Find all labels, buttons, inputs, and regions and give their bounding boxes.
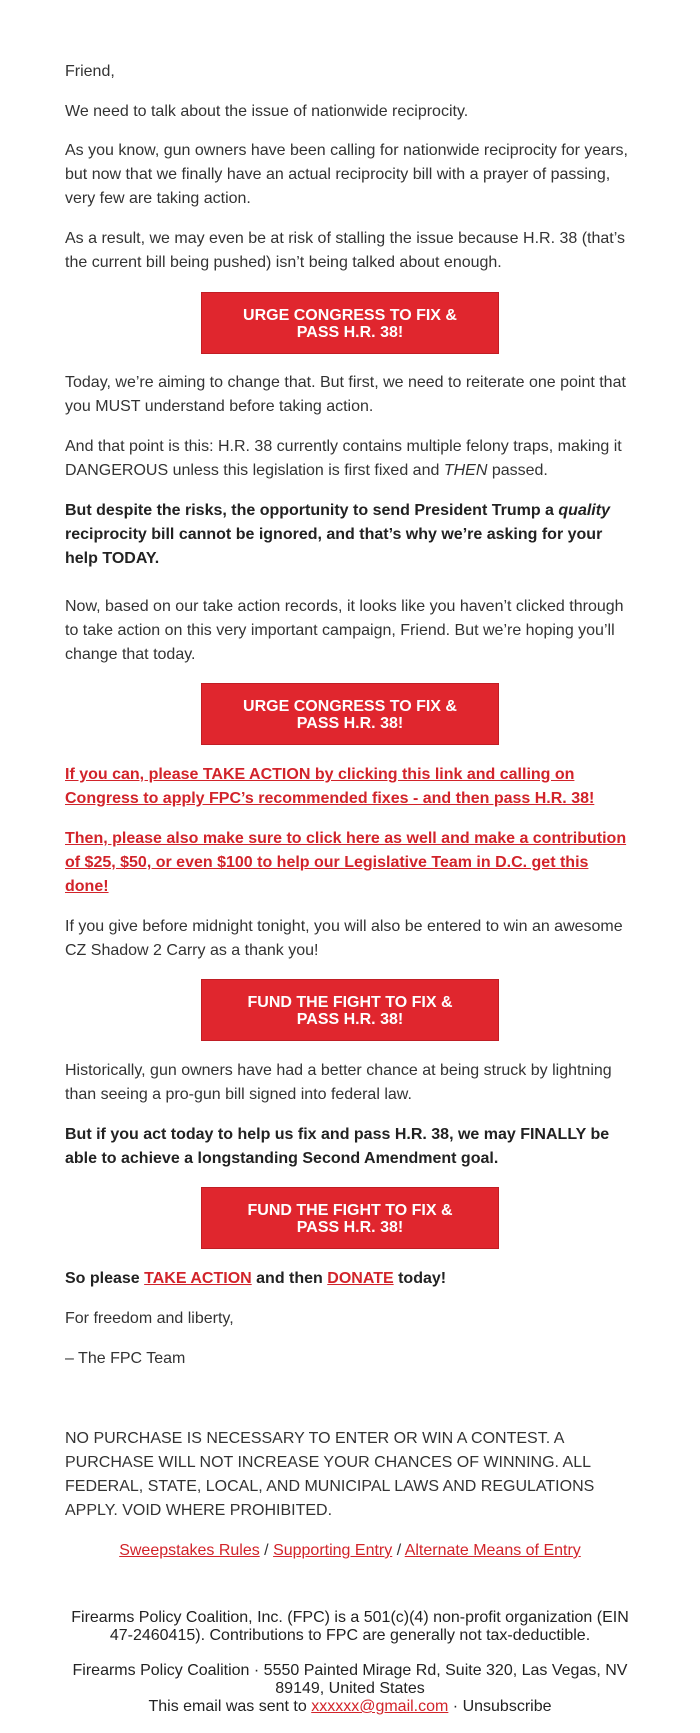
paragraph-records: Now, based on our take action records, it looks like you haven’t clicked through to take action on this very important campaign, Friend. But we’re hoping you’ll change that today. — [65, 598, 624, 663]
sent-prefix: This email was sent to — [148, 1698, 312, 1715]
supporting-entry-link[interactable]: Supporting Entry — [273, 1542, 393, 1559]
contribute-link-paragraph — [65, 827, 635, 899]
link-separator: / — [392, 1542, 405, 1559]
paragraph-act-today: But if you act today to help us fix and pass H.R. 38, we may FINALLY be able to achieve a longstanding Second Amendment goal. — [65, 1126, 610, 1167]
fund-fight-button-1[interactable] — [201, 979, 499, 1041]
urge-congress-button-2[interactable] — [201, 683, 499, 745]
urge-button-line2: PASS H.R. 38! — [296, 715, 404, 732]
p5-text-b: passed. — [487, 462, 548, 479]
cta-wrap-1 — [65, 292, 635, 354]
alternate-entry-link[interactable]: Alternate Means of Entry — [404, 1542, 581, 1559]
p6-text-a: But despite the risks, the opportunity to send President Trump a — [65, 502, 559, 519]
closing-call — [65, 1267, 635, 1291]
link-separator: / — [259, 1542, 274, 1559]
closing-suffix: today! — [393, 1270, 447, 1287]
cta-wrap-3 — [65, 979, 635, 1041]
p5-text-a: And that point is this: H.R. 38 currently contains multiple felony traps, making it DANGEROUS unless this legislation is first fixed and — [65, 438, 622, 479]
urge-congress-button-1[interactable] — [201, 292, 499, 354]
org-info: Firearms Policy Coalition, Inc. (FPC) is a 501(c)(4) non-profit organization (EIN 47-2460415). Contributions to FPC are generally not tax-deductible. — [71, 1609, 629, 1644]
paragraph-reciprocity: As you know, gun owners have been calling for nationwide reciprocity for years, but now that we finally have an actual reciprocity bill with a prayer of passing, very few are taking action. — [65, 142, 628, 207]
urge-button-line1: URGE CONGRESS TO FIX & — [243, 307, 457, 324]
fund-button-line1: FUND THE FIGHT TO FIX & — [247, 994, 453, 1011]
paragraph-aim: Today, we’re aiming to change that. But first, we need to reiterate one point that you MUST understand before taking action. — [65, 374, 626, 415]
recipient-email-link[interactable]: xxxxxx@gmail.com — [311, 1698, 449, 1715]
signoff: For freedom and liberty, — [65, 1310, 234, 1327]
take-action-link[interactable]: If you can, please TAKE ACTION by clicking this link and calling on Congress to apply FPC’s recommended fixes - and then pass H.R. 38! — [65, 766, 595, 807]
cta-wrap-4 — [65, 1187, 635, 1249]
urge-button-line1: URGE CONGRESS TO FIX & — [243, 698, 457, 715]
closing-prefix: So please — [65, 1270, 145, 1287]
closing-take-action-link[interactable]: TAKE ACTION — [144, 1270, 252, 1287]
sent-separator: · — [448, 1698, 463, 1715]
urge-button-line2: PASS H.R. 38! — [296, 324, 404, 341]
sweepstakes-rules-link[interactable]: Sweepstakes Rules — [119, 1542, 260, 1559]
fund-button-line2: PASS H.R. 38! — [296, 1011, 404, 1028]
paragraph-giveaway: If you give before midnight tonight, you will also be entered to win an awesome CZ Shadow 2 Carry as a thank you! — [65, 918, 623, 959]
sent-to-line — [65, 1698, 635, 1716]
p6-text-b: reciprocity bill cannot be ignored, and that’s why we’re asking for your help TODAY. — [65, 526, 603, 567]
closing-mid: and then — [251, 1270, 328, 1287]
take-action-link-paragraph — [65, 763, 635, 811]
cta-wrap-2 — [65, 683, 635, 745]
paragraph-historically: Historically, gun owners have had a better chance at being struck by lightning than seeing a pro-gun bill signed into federal law. — [65, 1062, 612, 1103]
fund-fight-button-2[interactable] — [201, 1187, 499, 1249]
p5-emphasis: THEN — [443, 462, 488, 479]
fund-button-line1: FUND THE FIGHT TO FIX & — [247, 1202, 453, 1219]
sweepstakes-disclaimer: NO PURCHASE IS NECESSARY TO ENTER OR WIN A CONTEST. A PURCHASE WILL NOT INCREASE YOUR CHANCES OF WINNING. ALL FEDERAL, STATE, LOCAL, AND MUNICIPAL LAWS AND REGULATIONS APPLY. VOID WHERE PROHIBITED. — [65, 1430, 595, 1519]
paragraph-felony-traps — [65, 435, 635, 483]
unsubscribe-link[interactable]: Unsubscribe — [462, 1698, 552, 1715]
paragraph-opportunity — [65, 499, 635, 571]
signature: – The FPC Team — [65, 1350, 186, 1367]
sweepstakes-links — [65, 1539, 635, 1563]
paragraph-intro: We need to talk about the issue of nationwide reciprocity. — [65, 103, 469, 120]
greeting: Friend, — [65, 63, 115, 80]
closing-donate-link[interactable]: DONATE — [327, 1270, 394, 1287]
contribute-link[interactable]: Then, please also make sure to click here as well and make a contribution of $25, $50, or even $100 to help our Legislative Team in D.C. get this done! — [65, 830, 627, 895]
paragraph-stalling: As a result, we may even be at risk of stalling the issue because H.R. 38 (that’s the current bill being pushed) isn’t being talked about enough. — [65, 230, 625, 271]
org-address: Firearms Policy Coalition · 5550 Painted Mirage Rd, Suite 320, Las Vegas, NV 89149, United States — [72, 1662, 628, 1697]
p6-emphasis: quality — [558, 502, 610, 519]
fund-button-line2: PASS H.R. 38! — [296, 1219, 404, 1236]
